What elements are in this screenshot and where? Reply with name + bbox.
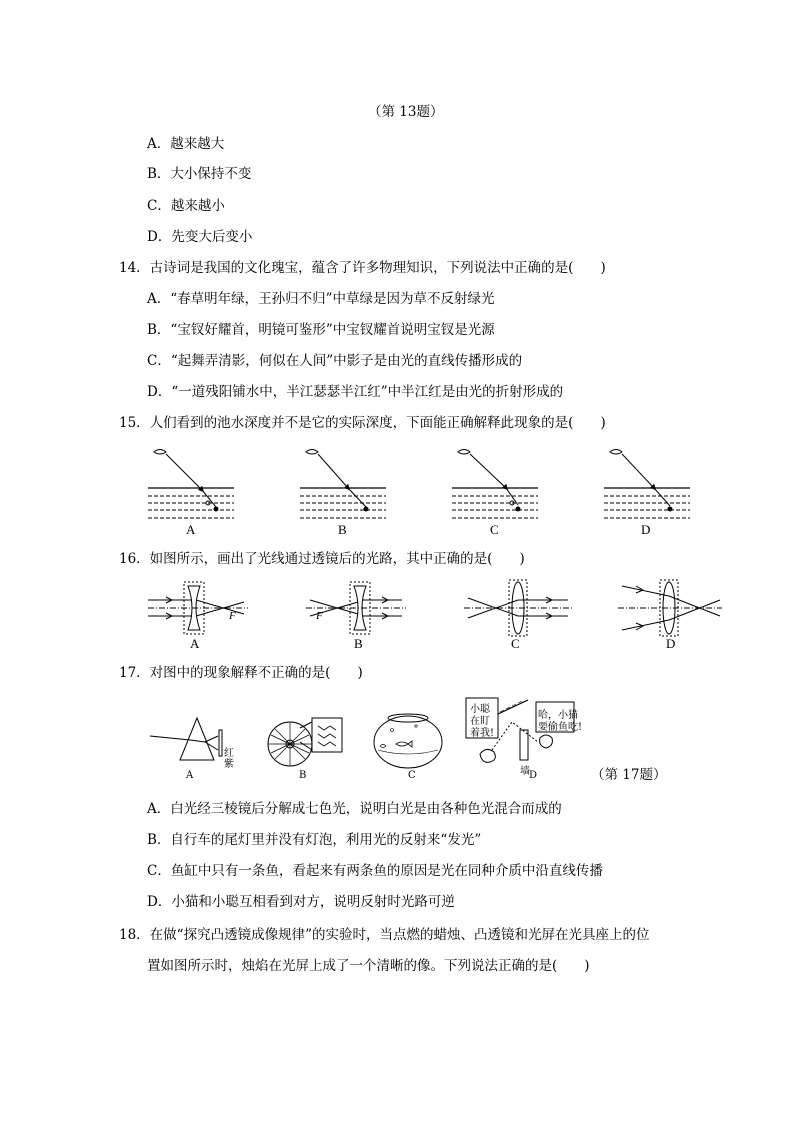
- q16-figure-b: [306, 582, 406, 634]
- q17-caption: （第 17题）: [591, 767, 667, 783]
- eye-icon: [306, 450, 318, 455]
- q18-stem-line2: 置如图所示时，烛焰在光屏上成了一个清晰的像。下列说法正确的是( ): [147, 958, 590, 974]
- q15-label-a: A: [186, 522, 196, 537]
- q17-wall-label: 墙: [520, 766, 530, 777]
- q13-option-b: B．大小保持不变: [147, 166, 252, 182]
- q17-stem: 17．对图中的现象解释不正确的是( ): [119, 665, 363, 681]
- q16-focus-label-b: F: [316, 610, 323, 622]
- q18-stem-line1: 18．在做“探究凸透镜成像规律”的实验时，当点燃的蜡烛、凸透镜和光屏在光具座上的位: [119, 927, 650, 943]
- q17-bubble-left-line2: 在盯: [470, 716, 490, 727]
- q14-option-c: C．“起舞弄清影，何似在人间”中影子是由光的直线传播形成的: [147, 353, 523, 369]
- q17-label-b: B: [299, 770, 307, 781]
- q17-bubble-left-line1: 小聪: [470, 704, 490, 715]
- q16-figure-c: [464, 580, 574, 636]
- q17-figure-a: [150, 718, 222, 760]
- q16-focus-label-a: F: [229, 610, 236, 622]
- q16-figure-d: [618, 580, 722, 636]
- q17-bubble-right-line1: 哈，小猫: [538, 710, 578, 721]
- q17-figures: [0, 694, 794, 784]
- q13-option-a: A．越来越大: [147, 136, 225, 152]
- q15-figure-a: [148, 450, 234, 519]
- q14-option-a: A．“春草明年绿，王孙归不归”中草绿是因为草不反射绿光: [147, 291, 495, 307]
- q13-caption: （第 13题）: [368, 104, 444, 120]
- q16-label-c: C: [511, 636, 520, 651]
- q15-label-c: C: [490, 522, 499, 537]
- q17-label-d: D: [529, 770, 538, 781]
- q16-figures: [0, 578, 794, 638]
- q16-figure-a: [148, 582, 248, 634]
- q16-label-b: B: [354, 636, 363, 651]
- q17-label-a: A: [186, 770, 194, 781]
- q15-figures: [0, 440, 794, 540]
- q14-option-b: B．“宝钗好耀首，明镜可鉴形”中宝钗耀首说明宝钗是光源: [147, 322, 495, 338]
- eye-icon: [458, 450, 470, 455]
- q17-option-b: B．自行车的尾灯里并没有灯泡，利用光的反射来“发光”: [147, 832, 482, 848]
- q17-option-d: D．小猫和小聪互相看到对方，说明反射时光路可逆: [147, 894, 455, 910]
- q16-label-d: D: [666, 636, 676, 651]
- q14-stem: 14．古诗词是我国的文化瑰宝，蕴含了许多物理知识，下列说法中正确的是( ): [119, 260, 606, 276]
- q17-figure-b: [268, 718, 342, 766]
- q15-label-d: D: [641, 522, 651, 537]
- q13-option-c: C．越来越小: [147, 198, 225, 214]
- q17-option-c: C．鱼缸中只有一条鱼，看起来有两条鱼的原因是光在同种介质中沿直线传播: [147, 863, 603, 879]
- q17-prism-red: 红: [224, 748, 234, 759]
- q17-figure-c: [374, 714, 442, 768]
- q17-option-a: A．白光经三棱镜后分解成七色光，说明白光是由各种色光混合而成的: [147, 801, 562, 817]
- q17-bubble-left-line3: 着我!: [470, 728, 495, 739]
- q15-figure-d: [604, 450, 690, 519]
- q17-bubble-right-line2: 要偷鱼吃!: [538, 722, 583, 733]
- q15-figure-b: [300, 450, 386, 519]
- eye-icon: [610, 450, 622, 455]
- q16-stem: 16．如图所示，画出了光线通过透镜后的光路，其中正确的是( ): [119, 551, 525, 567]
- q15-stem: 15．人们看到的池水深度并不是它的实际深度，下面能正确解释此现象的是( ): [119, 415, 606, 431]
- q16-label-a: A: [190, 636, 200, 651]
- q17-label-c: C: [408, 770, 416, 781]
- q17-prism-violet: 紫: [224, 759, 234, 770]
- q14-option-d: D．“一道残阳铺水中，半江瑟瑟半江红”中半江红是由光的折射形成的: [147, 384, 564, 400]
- q13-option-d: D．先变大后变小: [147, 229, 253, 245]
- eye-icon: [154, 450, 166, 455]
- q15-label-b: B: [338, 522, 347, 537]
- q15-figure-c: [452, 450, 538, 519]
